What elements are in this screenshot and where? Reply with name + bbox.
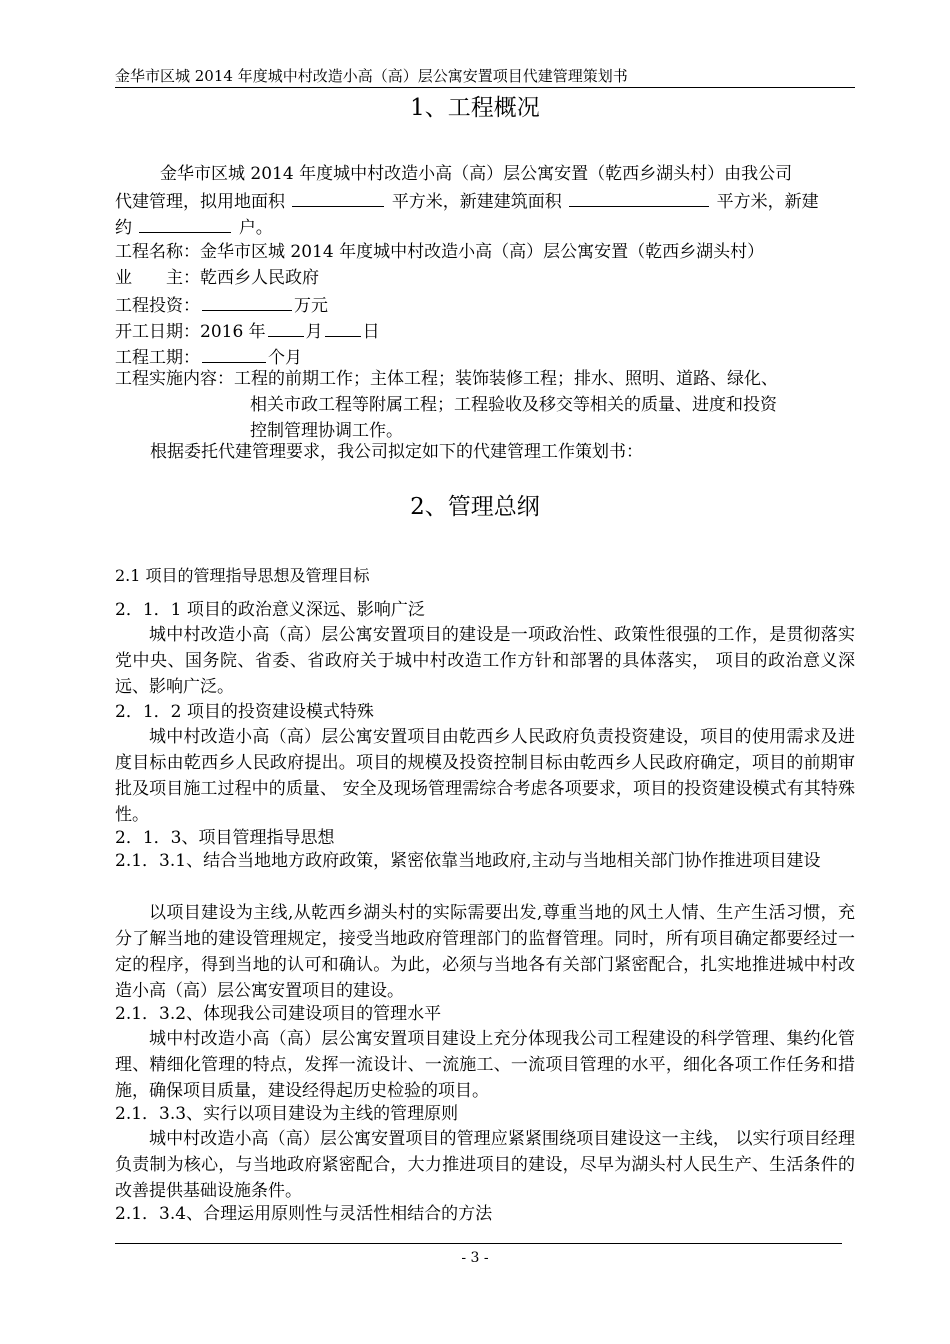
start-day: 日: [362, 322, 380, 342]
intro-line-b: [115, 188, 819, 214]
closing-sentence: 根据委托代建管理要求，我公司拟定如下的代建管理工作策划书：: [150, 442, 643, 462]
section2-heading: 2、管理总纲: [410, 494, 540, 520]
investment-blank: [202, 292, 292, 311]
investment-unit: 万元: [294, 296, 328, 316]
investment-line: [115, 292, 328, 318]
heading-2-1-3-2: 2.1．3.2、体现我公司建设项目的管理水平: [115, 1004, 442, 1024]
content-line2: 相关市政工程等附属工程；工程验收及移交等相关的质量、进度和投资: [250, 395, 777, 415]
land-area-blank: [292, 188, 384, 207]
day-blank: [325, 318, 361, 337]
intro-c2: 户。: [238, 218, 273, 238]
content-line1: 工程的前期工作；主体工程；装饰装修工程；排水、照明、道路、绿化、: [234, 369, 778, 389]
building-area-blank: [569, 188, 709, 207]
content-label: 工程实施内容：: [115, 369, 234, 389]
owner-line: [115, 266, 319, 290]
heading-2-1-3-3: 2.1．3.3、实行以项目建设为主线的管理原则: [115, 1104, 459, 1124]
footer-rule: [115, 1243, 842, 1244]
owner-label: 业 主：: [115, 268, 200, 288]
start-label: 开工日期：2016 年: [115, 322, 266, 342]
owner-value: 乾西乡人民政府: [200, 268, 319, 288]
households-blank: [139, 214, 231, 233]
start-date-line: [115, 318, 380, 344]
heading-2-1-2: 2．1．2 项目的投资建设模式特殊: [115, 702, 374, 722]
heading-2-1-1: 2．1．1 项目的政治意义深远、影响广泛: [115, 600, 425, 620]
heading-2-1-3-4: 2.1．3.4、合理运用原则性与灵活性相结合的方法: [115, 1204, 493, 1224]
heading-2-1-3: 2．1．3、项目管理指导思想: [115, 828, 335, 848]
content-line3: 控制管理协调工作。: [250, 421, 403, 441]
intro-b3: 平方米，新建: [716, 192, 819, 212]
duration-unit: 个月: [268, 348, 302, 368]
intro-line-a: 金华市区城 2014 年度城中村改造小高（高）层公寓安置（乾西乡湖头村）由我公司: [160, 164, 793, 184]
heading-2-1-3-1: 2.1．3.1、结合当地地方政府政策，紧密依靠当地政府,主动与当地相关部门协作推进项目建设: [115, 851, 821, 871]
section1-heading: 1、工程概况: [410, 95, 540, 121]
project-name: 工程名称：金华市区城 2014 年度城中村改造小高（高）层公寓安置（乾西乡湖头村）: [115, 242, 765, 262]
month-blank: [268, 318, 304, 337]
page-number: - 3 -: [461, 1250, 489, 1266]
duration-blank: [202, 344, 266, 363]
duration-label: 工程工期：: [115, 348, 200, 368]
intro-c1: 约: [115, 218, 132, 238]
content-block: [115, 366, 860, 444]
paragraph-2-1-3-3: 城中村改造小高（高）层公寓安置项目的管理应紧紧围绕项目建设这一主线， 以实行项目经理负责制为核心，与当地政府紧密配合，大力推进项目的建设，尽早为湖头村人民生产、生活条件的改善提供基础设施条件。: [115, 1129, 855, 1201]
running-header: 金华市区城 2014 年度城中村改造小高（高）层公寓安置项目代建管理策划书: [115, 67, 628, 85]
investment-label: 工程投资：: [115, 296, 200, 316]
paragraph-2-1-3-2: 城中村改造小高（高）层公寓安置项目建设上充分体现我公司工程建设的科学管理、集约化管理、精细化管理的特点，发挥一流设计、一流施工、一流项目管理的水平，细化各项工作任务和措施，确保项目质量，建设经得起历史检验的项目。: [115, 1029, 855, 1101]
paragraph-2-1-1: 城中村改造小高（高）层公寓安置项目的建设是一项政治性、政策性很强的工作，是贯彻落实党中央、国务院、省委、省政府关于城中村改造工作方针和部署的具体落实， 项目的政治意义深远、影响广泛。: [115, 625, 855, 697]
heading-2-1: 2.1 项目的管理指导思想及管理目标: [115, 566, 370, 585]
intro-b1: 代建管理，拟用地面积: [115, 192, 285, 212]
intro-b2: 平方米，新建建筑面积: [391, 192, 562, 212]
start-month: 月: [305, 322, 323, 342]
paragraph-2-1-2: 城中村改造小高（高）层公寓安置项目由乾西乡人民政府负责投资建设，项目的使用需求及进度目标由乾西乡人民政府提出。项目的规模及投资控制目标由乾西乡人民政府确定，项目的前期审批及项目施工过程中的质量、 安全及现场管理需综合考虑各项要求，项目的投资建设模式有其特殊性。: [115, 727, 855, 825]
paragraph-2-1-3-1: 以项目建设为主线,从乾西乡湖头村的实际需要出发,尊重当地的风土人情、生产生活习惯，充分了解当地的建设管理规定，接受当地政府管理部门的监督管理。同时，所有项目确定都要经过一定的程序，得到当地的认可和确认。为此，必须与当地各有关部门紧密配合，扎实地推进城中村改造小高（高）层公寓安置项目的建设。: [115, 903, 855, 1001]
header-rule: [115, 87, 855, 88]
intro-line-c: [115, 214, 273, 240]
